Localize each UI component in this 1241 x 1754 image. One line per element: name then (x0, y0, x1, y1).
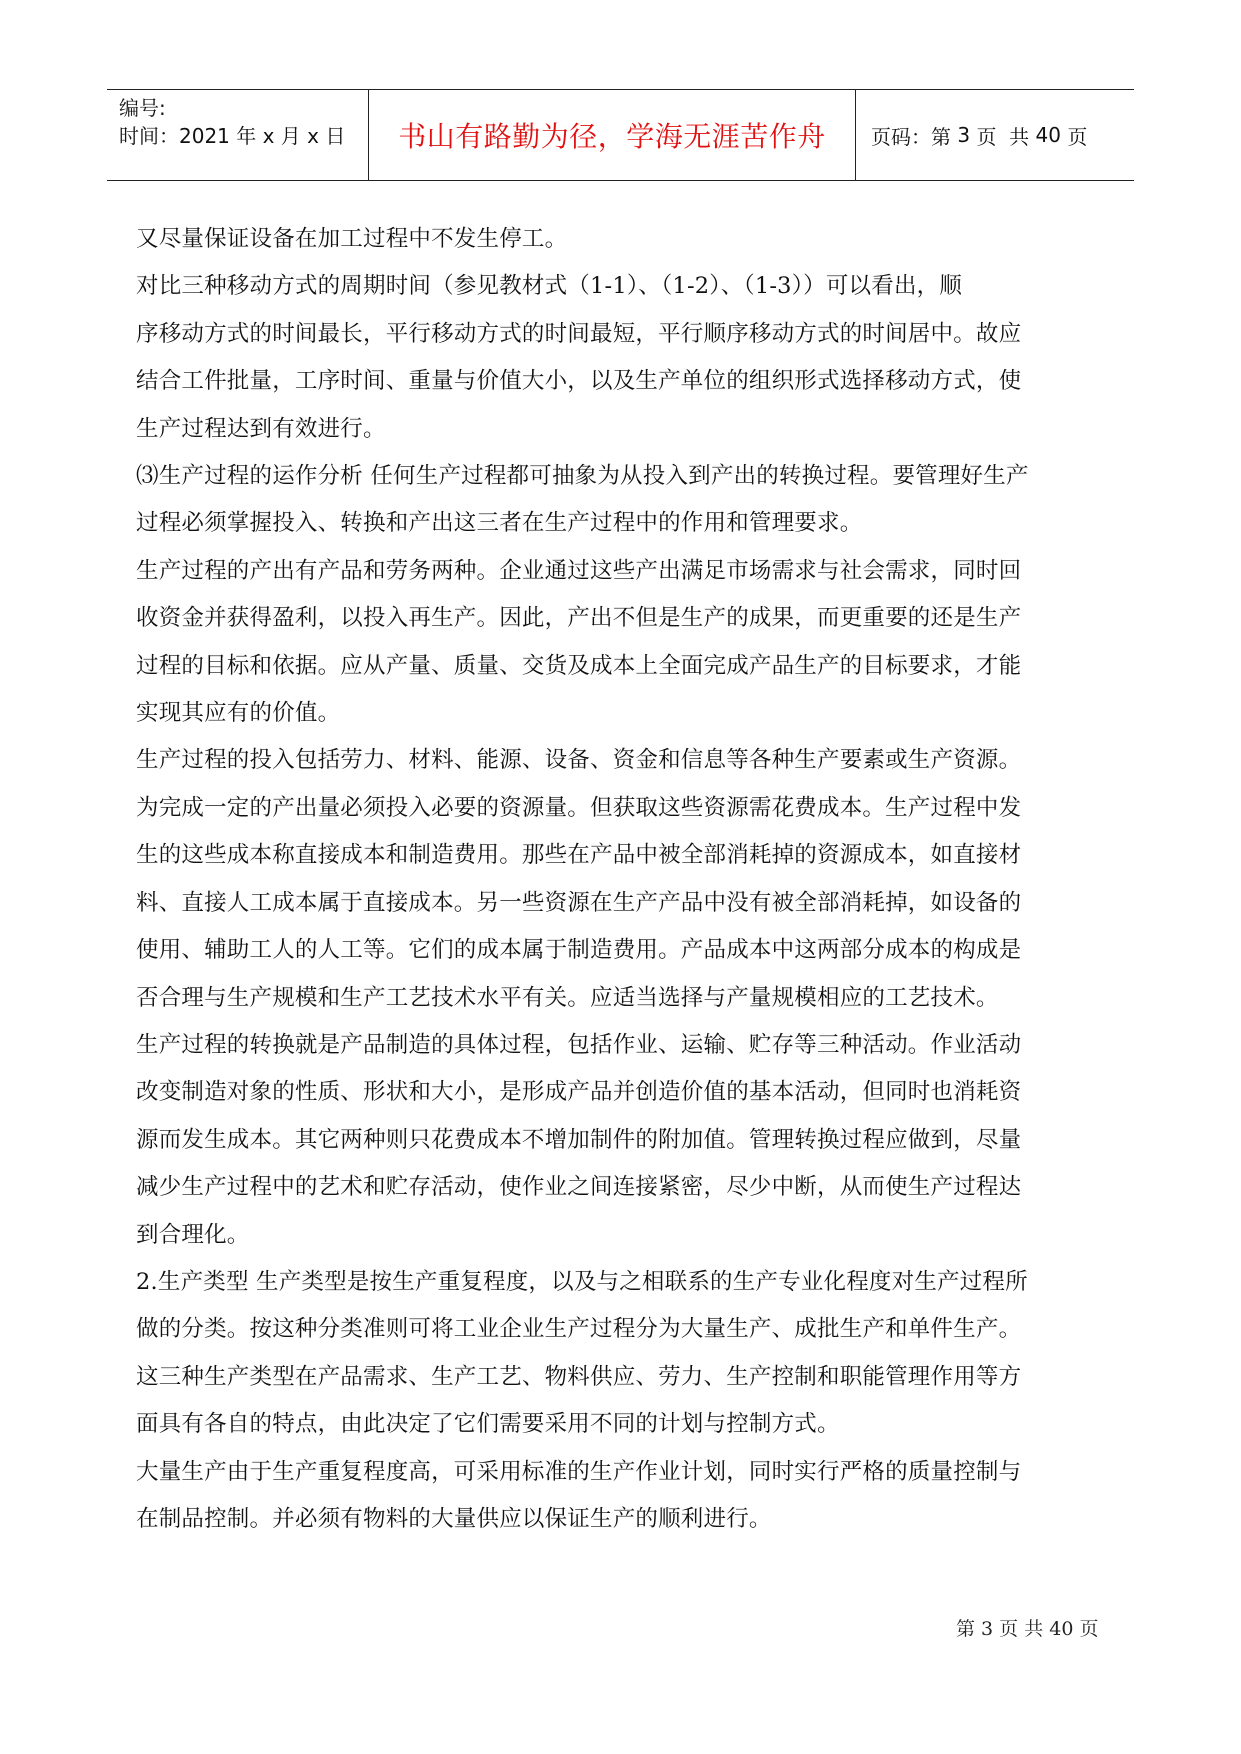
header-divider-right (855, 90, 856, 180)
text-line: 否合理与生产规模和生产工艺技术水平有关。应适当选择与产量规模相应的工艺技术。 (136, 984, 999, 1011)
text-line: 收资金并获得盈利，以投入再生产。因此，产出不但是生产的成果，而更重要的还是生产 (136, 605, 1022, 632)
text-line: 实现其应有的价值。 (136, 700, 341, 727)
text-line: 到合理化。 (136, 1221, 250, 1248)
footer-page-number: 3 (981, 1618, 994, 1640)
footer-suffix: 页 (1073, 1618, 1099, 1640)
text-line: 做的分类。按这种分类准则可将工业企业生产过程分为大量生产、成批生产和单件生产。 (136, 1316, 1022, 1343)
page-footer (956, 1614, 1099, 1641)
text-line: 面具有各自的特点，由此决定了它们需要采用不同的计划与控制方式。 (136, 1411, 840, 1438)
text-line: 生产过程的转换就是产品制造的具体过程，包括作业、运输、贮存等三种活动。作业活动 (136, 1031, 1022, 1058)
text-line: 过程的目标和依据。应从产量、质量、交货及成本上全面完成产品生产的目标要求，才能 (136, 652, 1022, 679)
header-motto: 书山有路勤为径，学海无涯苦作舟 (398, 120, 826, 153)
text-line: 序移动方式的时间最长，平行移动方式的时间最短，平行顺序移动方式的时间居中。故应 (136, 320, 1022, 347)
footer-prefix: 第 (956, 1618, 982, 1640)
text-line: ⑶生产过程的运作分析 任何生产过程都可抽象为从投入到产出的转换过程。要管理好生产 (136, 463, 1029, 490)
text-line: 生产过程达到有效进行。 (136, 415, 386, 442)
text-line: 在制品控制。并必须有物料的大量供应以保证生产的顺利进行。 (136, 1505, 772, 1532)
text-line: 生产过程的产出有产品和劳务两种。企业通过这些产出满足市场需求与社会需求，同时回 (136, 557, 1022, 584)
text-line: 生的这些成本称直接成本和制造费用。那些在产品中被全部消耗掉的资源成本，如直接材 (136, 842, 1022, 869)
header-page-prefix: 页码：第 (871, 124, 958, 149)
header-page-suffix: 页 (1060, 124, 1088, 149)
text-line: 源而发生成本。其它两种则只花费成本不增加制件的附加值。管理转换过程应做到，尽量 (136, 1126, 1022, 1153)
text-line: 改变制造对象的性质、形状和大小，是形成产品并创造价值的基本活动，但同时也消耗资 (136, 1079, 1022, 1106)
header-page-number: 3 (957, 123, 971, 147)
header-page-indicator (871, 90, 1087, 180)
text-line: 结合工件批量，工序时间、重量与价值大小，以及生产单位的组织形式选择移动方式，使 (136, 368, 1022, 395)
text-line: 使用、辅助工人的人工等。它们的成本属于制造费用。产品成本中这两部分成本的构成是 (136, 937, 1022, 964)
header-meta (119, 94, 359, 150)
header-page-middle: 页 共 (970, 124, 1036, 149)
footer-page-total: 40 (1049, 1618, 1074, 1640)
document-body (136, 216, 1106, 1543)
text-line: 这三种生产类型在产品需求、生产工艺、物料供应、劳力、生产控制和职能管理作用等方 (136, 1363, 1022, 1390)
text-line: 2.生产类型 生产类型是按生产重复程度，以及与之相联系的生产专业化程度对生产过程所 (136, 1268, 1028, 1295)
text-line: 减少生产过程中的艺术和贮存活动，使作业之间连接紧密，尽少中断，从而使生产过程达 (136, 1174, 1022, 1201)
text-line: 料、直接人工成本属于直接成本。另一些资源在生产产品中没有被全部消耗掉，如设备的 (136, 889, 1022, 916)
page-header (107, 89, 1134, 181)
text-line: 对比三种移动方式的周期时间（参见教材式（1-1）、（1-2）、（1-3））可以看出，顺 (136, 273, 963, 300)
text-line: 生产过程的投入包括劳力、材料、能源、设备、资金和信息等各种生产要素或生产资源。 (136, 747, 1022, 774)
text-line: 过程必须掌握投入、转换和产出这三者在生产过程中的作用和管理要求。 (136, 510, 863, 537)
document-number-label: 编号: (119, 96, 166, 120)
text-line: 为完成一定的产出量必须投入必要的资源量。但获取这些资源需花费成本。生产过程中发 (136, 794, 1022, 821)
text-line: 大量生产由于生产重复程度高，可采用标准的生产作业计划，同时实行严格的质量控制与 (136, 1458, 1022, 1485)
header-page-total: 40 (1035, 123, 1061, 147)
text-line: 又尽量保证设备在加工过程中不发生停工。 (136, 226, 568, 252)
document-time-label: 时间：2021 年 x 月 x 日 (119, 124, 346, 148)
footer-middle: 页 共 (993, 1618, 1050, 1640)
